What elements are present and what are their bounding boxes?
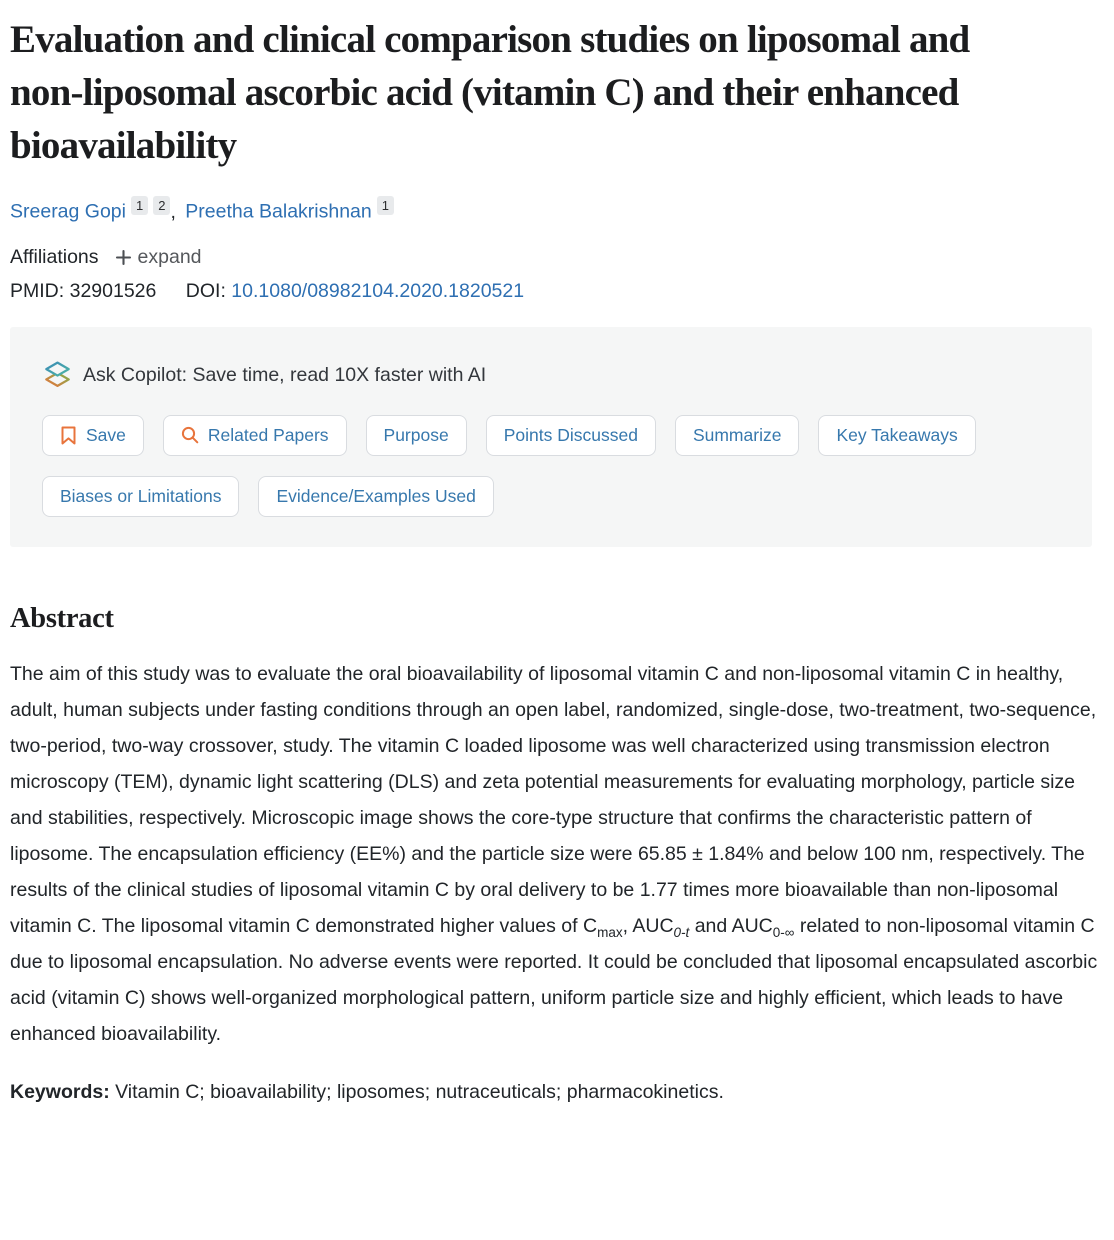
- affiliation-badge[interactable]: 1: [377, 196, 394, 215]
- expand-label: expand: [137, 245, 202, 268]
- keywords-text: Vitamin C; bioavailability; liposomes; nutraceuticals; pharmacokinetics.: [115, 1080, 724, 1103]
- button-label: Evidence/Examples Used: [276, 485, 476, 506]
- doi-link[interactable]: 10.1080/08982104.2020.1820521: [231, 279, 525, 302]
- key-takeaways-button[interactable]: [818, 415, 975, 456]
- button-label: Save: [86, 424, 126, 445]
- copilot-headline: [42, 360, 1060, 392]
- button-label: Related Papers: [207, 424, 329, 445]
- copilot-panel: [10, 327, 1092, 547]
- bookmark-icon: [60, 426, 77, 445]
- affiliation-badge[interactable]: 2: [153, 196, 170, 215]
- copilot-buttons-row-1: [42, 415, 1060, 456]
- pmid-value: 32901526: [69, 279, 157, 302]
- affiliations-label: Affiliations: [10, 245, 99, 268]
- author-link[interactable]: Sreerag Gopi: [10, 200, 126, 223]
- points-discussed-button[interactable]: [486, 415, 656, 456]
- button-label: Purpose: [383, 424, 449, 445]
- authors-line: [10, 196, 1104, 225]
- affiliation-badge[interactable]: 1: [131, 196, 148, 215]
- evidence-examples-used-button[interactable]: [258, 476, 493, 517]
- copilot-buttons-row-2: [42, 476, 1060, 517]
- pmid-label: PMID:: [10, 279, 65, 302]
- affiliations-row: [10, 246, 1104, 269]
- button-label: Points Discussed: [503, 424, 638, 445]
- keywords-label: Keywords:: [10, 1080, 110, 1103]
- plus-icon: [115, 249, 132, 266]
- identifiers-row: [10, 280, 1104, 303]
- biases-or-limitations-button[interactable]: [42, 476, 239, 517]
- scispace-layers-icon: [42, 360, 73, 392]
- button-label: Summarize: [692, 424, 782, 445]
- abstract-heading: Abstract: [10, 602, 114, 634]
- keywords-line: [10, 1077, 1104, 1107]
- doi-label: DOI:: [185, 279, 226, 302]
- copilot-headline-text: Ask Copilot: Save time, read 10X faster with AI: [83, 364, 487, 386]
- button-label: Biases or Limitations: [60, 485, 222, 506]
- affiliations-expand-button[interactable]: [115, 246, 202, 269]
- button-label: Key Takeaways: [836, 424, 958, 445]
- summarize-button[interactable]: [675, 415, 800, 456]
- author-separator: ,: [170, 200, 176, 223]
- article-title: Evaluation and clinical comparison studies on liposomal and non-liposomal ascorbic acid (vitamin C) and their enhanced bioavailability: [10, 18, 970, 167]
- related-papers-button[interactable]: [163, 415, 347, 456]
- abstract-paragraph: The aim of this study was to evaluate the oral bioavailability of liposomal vitamin C and non-liposomal vitamin C in healthy, adult, human subjects under fasting conditions through an open label, randomized, single-dose, two-treatment, two-sequence, two-period, two-way crossover, study. The vitamin C loaded liposome was well characterized using transmission electron microscopy (TEM), dynamic light scattering (DLS) and zeta potential measurements for evaluating morphology, particle size and stabilities, respectively. Microscopic image shows the core-type structure that confirms the characteristic pattern of liposome. The encapsulation efficiency (EE%) and the particle size were 65.85 ± 1.84% and below 100 nm, respectively. The results of the clinical studies of liposomal vitamin C by oral delivery to be 1.77 times more bioavailable than non-liposomal vitamin C. The liposomal vitamin C demonstrated higher values of $C_{max}$, $AUC_{0-t}$ and $AUC_{0-\infty}$ related to non-liposomal vitamin C due to liposomal encapsulation. No adverse events were reported. It could be concluded that liposomal encapsulated ascorbic acid (vitamin C) shows well-organized morphological pattern, uniform particle size and highly efficient, which leads to have enhanced bioavailability.: [10, 662, 1098, 1045]
- save-button[interactable]: [42, 415, 144, 456]
- purpose-button[interactable]: [366, 415, 467, 456]
- author-link[interactable]: Preetha Balakrishnan: [185, 200, 372, 223]
- search-icon: [181, 426, 199, 444]
